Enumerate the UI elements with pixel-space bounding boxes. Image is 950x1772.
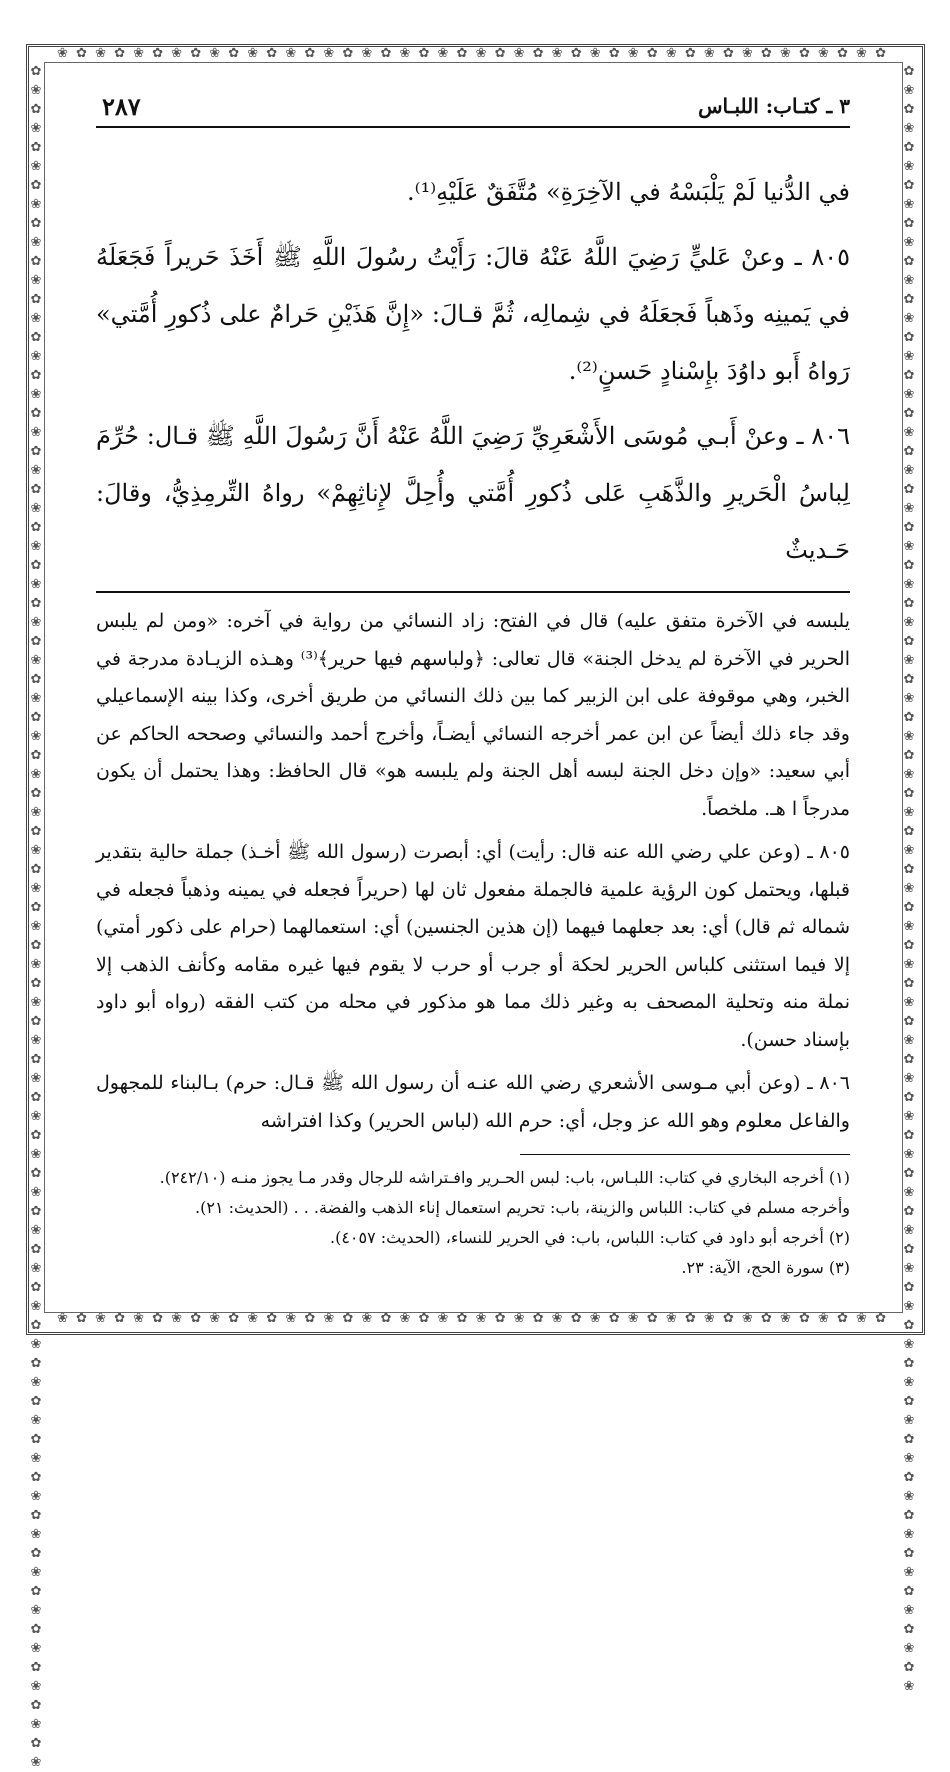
- matn-paragraph: ٨٠٦ ـ وعنْ أَبـي مُوسَى الأَشْعَرِيِّ رَضِيَ اللَّهُ عَنْهُ أَنَّ رَسُولَ اللَّهِ ﷺ قـال: حُرِّمَ لِباسُ الْحَريرِ والذَّهَبِ عَلى ذُكورِ أُمَّتي وأُحِلَّ لإِناثِهِمْ» رواهُ التِّرمِذِيُّ، وقالَ: حَـديثٌ: [96, 422, 850, 564]
- commentary-divider: [96, 591, 850, 593]
- footnote: وأخرجه مسلم في كتاب: اللباس والزينة، باب: تحريم استعمال إناء الذهب والفضة. . . (الحديث: ٢١).: [195, 1198, 850, 1217]
- ornament-bottom: ✿ ❀ ✿ ❀ ✿ ❀ ✿ ❀ ✿ ❀ ✿ ❀ ✿ ❀ ✿ ❀ ✿ ❀ ✿ ❀ ✿ ❀ ✿ ❀ ✿ ❀ ✿ ❀ ✿ ❀ ✿ ❀ ✿ ❀ ✿ ❀ ✿ ❀ ✿ ❀ ✿ ❀ ✿ ❀: [57, 1311, 888, 1326]
- footnotes: [96, 1163, 850, 1283]
- page-number: ٢٨٧: [102, 92, 141, 121]
- running-title: ٣ ـ كتـاب: اللبـاس: [698, 94, 850, 118]
- matn-paragraph: في الدُّنيا لَمْ يَلْبَسْهُ في الآخِرَةِ» مُتَّفَقٌ عَلَيْهِ⁽¹⁾.: [407, 178, 850, 206]
- commentary-paragraph: ٨٠٥ ـ (وعن علي رضي الله عنه قال: رأيت) أي: أبصرت (رسول الله ﷺ أخـذ) جملة حالية بتقدير قبلها، ويحتمل كون الرؤية علمية فالجملة مفعول ثان لها (حريراً فجعله في يمينه وذهباً فجعله في شماله ثم قال) أي: بعد جعلهما فيهما (إن هذين الجنسين) أي: استعمالهما (حرام على ذكور أمتي) إلا فيما استثنى كلباس الحرير لحكة أو جرب أو حرب لا يقوم فيها غيره مقامه وكأنف الذهب إلا نملة منه وتحلية المصحف به وغير ذلك مما هو مذكور في محله من كتب الفقه (رواه أبو داود بإسناد حسن).: [96, 841, 850, 1051]
- footnote: (١) أخرجه البخاري في كتاب: اللبـاس، باب: لبس الحـرير وافـتراشه للرجال وقدر مـا يجوز منـه (٢٤٢/١٠).: [159, 1168, 850, 1187]
- footnote: (٣) سورة الحج، الآية: ٢٣.: [681, 1258, 850, 1277]
- footnote: (٢) أخرجه أبو داود في كتاب: اللباس، باب: في الحرير للنساء، (الحديث: ٤٠٥٧).: [329, 1228, 850, 1247]
- matn-paragraph: ٨٠٥ ـ وعنْ عَليٍّ رَضِيَ اللَّهُ عَنْهُ قالَ: رَأَيْتُ رسُولَ اللَّهِ ﷺ أَخَذَ حَريراً فَجَعَلَهُ في يَمينِه وذَهباً فَجعَلَهُ في شِمالِه، ثُمَّ قـالَ: «إِنَّ هَذَيْنِ حَرامٌ على ذُكورِ أُمَّتي» رَواهُ أَبو داوُدَ بإِسْنادٍ حَسنٍ⁽²⁾.: [96, 243, 850, 385]
- ornament-top: ✿ ❀ ✿ ❀ ✿ ❀ ✿ ❀ ✿ ❀ ✿ ❀ ✿ ❀ ✿ ❀ ✿ ❀ ✿ ❀ ✿ ❀ ✿ ❀ ✿ ❀ ✿ ❀ ✿ ❀ ✿ ❀ ✿ ❀ ✿ ❀ ✿ ❀ ✿ ❀ ✿ ❀ ✿ ❀: [57, 46, 888, 61]
- page-header: [96, 88, 850, 128]
- ornament-left: ✿❀✿❀✿❀✿❀✿❀✿❀✿❀✿❀✿❀✿❀✿❀✿❀✿❀✿❀✿❀✿❀✿❀✿❀✿❀✿❀✿❀✿❀✿❀✿❀✿❀✿❀✿❀✿❀✿❀✿❀✿❀✿❀✿❀✿❀✿❀✿❀✿❀✿❀✿❀✿❀✿❀✿❀✿❀✿❀✿❀: [30, 64, 42, 1770]
- footnote-divider: [520, 1154, 850, 1155]
- commentary: [96, 603, 850, 1140]
- commentary-paragraph: ٨٠٦ ـ (وعن أبي مـوسى الأشعري رضي الله عنـه أن رسول الله ﷺ قـال: حرم) بـالبناء للمجهول والفاعل معلوم وهو الله عز وجل، أي: حرم الله (لباس الحرير) وكذا افتراشه: [96, 1072, 850, 1132]
- commentary-paragraph: يلبسه في الآخرة متفق عليه) قال في الفتح: زاد النسائي من رواية في آخره: «ومن لم يلبس الحرير في الآخرة لم يدخل الجنة» قال تعالى: ﴿ولباسهم فيها حرير﴾⁽³⁾ وهـذه الزيـادة مدرجة في الخبر، وهي موقوفة على ابن الزبير كما بين ذلك النسائي من طريق أخرى، وكذا بينه الإسماعيلي وقد جاء ذلك أيضاً عن ابن عمر أخرجه النسائي أيضـاً، وأخرج أحمد والنسائي وصححه الحاكم عن أبي سعيد: «وإن دخل الجنة لبسه أهل الجنة ولم يلبسه هو» قال الحافظ: وهذا يحتمل أن يكون مدرجاً ا هـ. ملخصاً.: [96, 610, 850, 820]
- hadith-text: [96, 164, 850, 579]
- page-content: [96, 88, 850, 1283]
- ornament-right: ✿❀✿❀✿❀✿❀✿❀✿❀✿❀✿❀✿❀✿❀✿❀✿❀✿❀✿❀✿❀✿❀✿❀✿❀✿❀✿❀✿❀✿❀✿❀✿❀✿❀✿❀✿❀✿❀✿❀✿❀✿❀✿❀✿❀✿❀✿❀✿❀✿❀✿❀✿❀✿❀✿❀✿❀✿❀: [903, 64, 915, 1694]
